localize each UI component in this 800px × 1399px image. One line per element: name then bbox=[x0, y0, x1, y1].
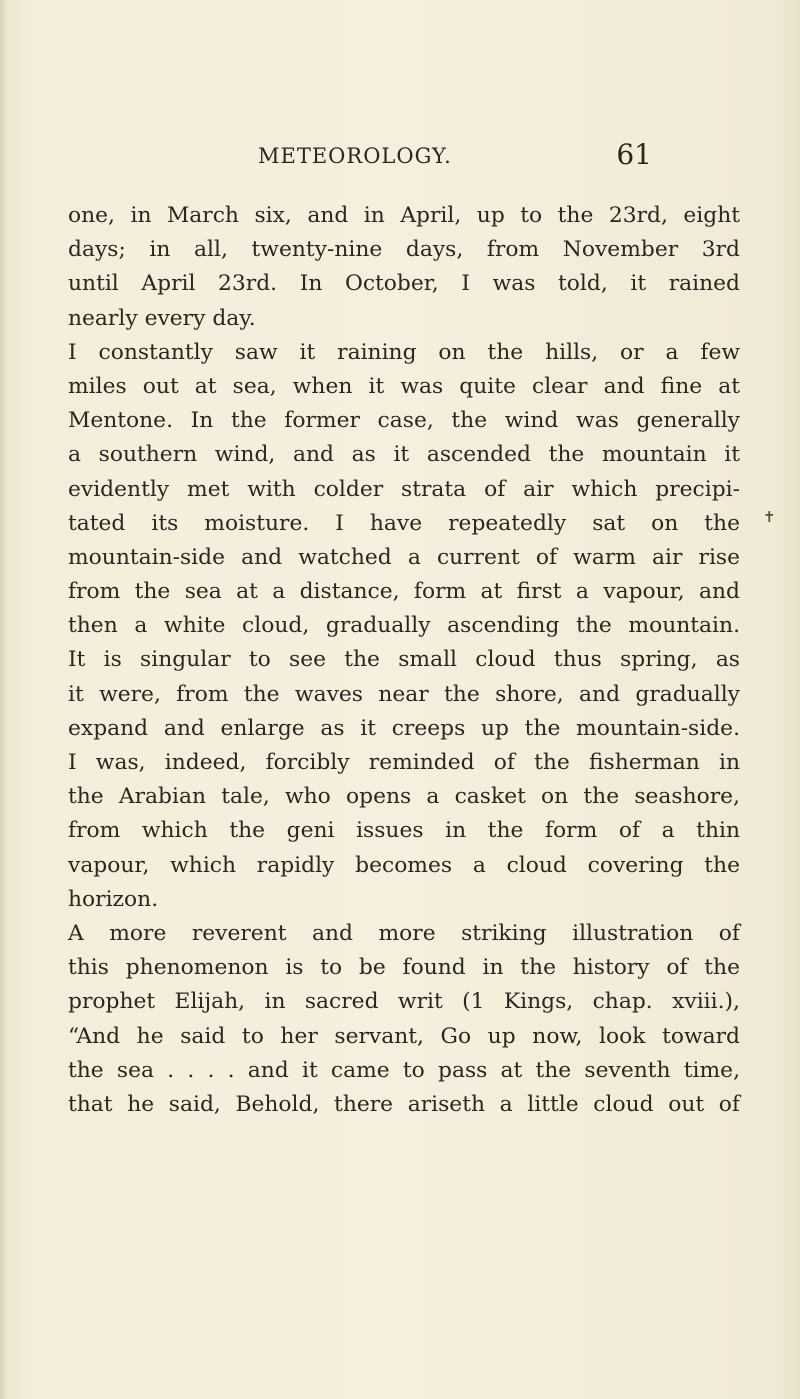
text-line: a southern wind, and as it ascended the mountain it bbox=[68, 442, 740, 468]
text-line: vapour, which rapidly becomes a cloud covering the bbox=[68, 852, 740, 878]
running-head: METEOROLOGY. bbox=[258, 144, 452, 168]
text-line: It is singular to see the small cloud thus spring, as bbox=[68, 647, 740, 673]
text-line: this phenomenon is to be found in the history of the bbox=[68, 955, 740, 981]
text-line: the sea . . . . and it came to pass at the seventh time, bbox=[68, 1057, 740, 1083]
page-number: 61 bbox=[616, 138, 652, 171]
text-line: one, in March six, and in April, up to the 23rd, eight bbox=[68, 203, 740, 228]
text-line: Mentone. In the former case, the wind was generally bbox=[68, 408, 740, 434]
text-line: the Arabian tale, who opens a casket on the seashore, bbox=[68, 784, 740, 810]
text-line: from the sea at a distance, form at first a vapour, and bbox=[68, 579, 740, 605]
text-line: A more reverent and more striking illustration of bbox=[68, 920, 740, 946]
text-line: it were, from the waves near the shore, and gradually bbox=[68, 681, 740, 707]
text-line: that he said, Behold, there ariseth a little cloud out of bbox=[68, 1091, 740, 1117]
text-line: tated its moisture. I have repeatedly sat on the bbox=[68, 510, 740, 536]
text-line: miles out at sea, when it was quite clear and fine at bbox=[68, 373, 740, 399]
text-line: evidently met with colder strata of air which precipi- bbox=[68, 476, 740, 502]
text-line: horizon. bbox=[68, 886, 159, 912]
text-line: expand and enlarge as it creeps up the mountain-side. bbox=[68, 715, 740, 741]
text-line: “And he said to her servant, Go up now, look toward bbox=[68, 1023, 740, 1049]
text-line: I was, indeed, forcibly reminded of the fisherman in bbox=[68, 750, 740, 775]
page-header bbox=[258, 140, 658, 180]
page-gutter-shadow bbox=[0, 0, 7, 1399]
text-line: mountain-side and watched a current of warm air rise bbox=[68, 544, 740, 570]
margin-mark: ✝ bbox=[763, 508, 776, 526]
text-line: prophet Elijah, in sacred writ (1 Kings, chap. xviii.), bbox=[68, 989, 740, 1015]
text-line: I constantly saw it raining on the hills, or a few bbox=[68, 339, 740, 365]
text-line: from which the geni issues in the form of a thin bbox=[68, 818, 740, 844]
body-text bbox=[68, 199, 740, 1122]
text-line: until April 23rd. In October, I was told, it rained bbox=[68, 271, 740, 297]
text-line: nearly every day. bbox=[68, 305, 256, 331]
text-line: days; in all, twenty-nine days, from November 3rd bbox=[68, 237, 740, 263]
text-line: then a white cloud, gradually ascending the mountain. bbox=[68, 613, 740, 639]
